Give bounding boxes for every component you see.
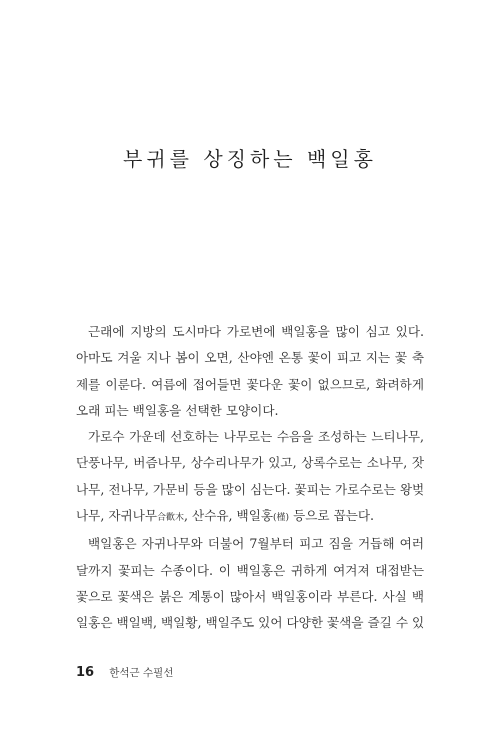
text-line: 나무, 전나무, 가문비 등을 많이 심는다. 꽃피는 가로수로는 왕벚 — [76, 481, 425, 497]
hanja-annotation: (槿) — [273, 513, 290, 524]
text-segment: 나무, 자귀나무 — [76, 508, 157, 524]
text-line: 근래에 지방의 도시마다 가로변에 백일홍을 많이 심고 있다. — [88, 324, 424, 339]
text-line: 제를 이룬다. 여름에 접어들면 꽃다운 꽃이 없으므로, 화려하게 — [76, 376, 424, 392]
text-line: 오래 피는 백일홍을 선택한 모양이다. — [76, 402, 279, 418]
body-text — [76, 319, 424, 637]
text-line: 달까지 꽃피는 수종이다. 이 백일홍은 귀하게 여겨져 대접받는 — [76, 562, 424, 578]
text-line — [76, 503, 424, 531]
text-line: 일홍은 백일백, 백일황, 백일주도 있어 다양한 꽃색을 즐길 수 있 — [76, 615, 425, 631]
page-number: 16 — [76, 665, 95, 680]
text-line: 아마도 겨울 지나 봄이 오면, 산야엔 온통 꽃이 피고 지는 꽃 축 — [76, 350, 424, 366]
text-line: 단풍나무, 버즘나무, 상수리나무가 있고, 상록수로는 소나무, 잣 — [76, 455, 424, 471]
hanja-annotation: 合歡木 — [157, 513, 185, 524]
text-line: 꽃으로 꽃색은 붉은 계통이 많아서 백일홍이라 부른다. 사실 백 — [76, 588, 424, 604]
chapter-title: 부귀를 상징하는 백일홍 — [123, 147, 377, 171]
running-title: 한석근 수필선 — [109, 667, 174, 679]
text-line: 가로수 가운데 선호하는 나무로는 수음을 조성하는 느티나무, — [88, 429, 424, 445]
page-footer — [76, 661, 173, 680]
text-segment: 등으로 꼽는다. — [289, 508, 375, 524]
text-segment: , 산수유, 백일홍 — [184, 508, 274, 524]
text-line: 백일홍은 자귀나무와 더불어 7월부터 피고 짐을 거듭해 여러 — [88, 536, 424, 552]
